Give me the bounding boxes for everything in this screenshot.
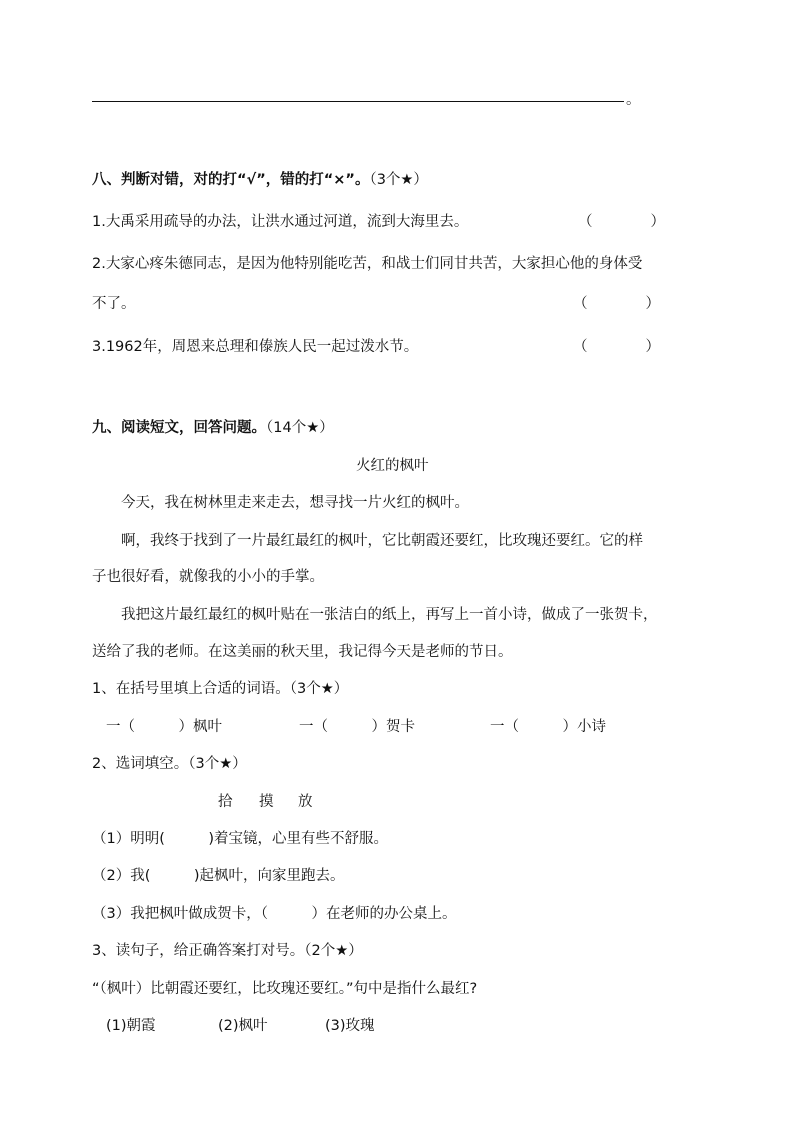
s8-item-1: 1.大禹采用疏导的办法，让洪水通过河道，流到大海里去。 [92, 214, 469, 230]
q3-option-3[interactable]: (3)玫瑰 [325, 1018, 375, 1034]
answer-line-end-mark: 。 [626, 92, 641, 108]
q2-item-3[interactable]: （3）我把枫叶做成贺卡，（ ）在老师的办公桌上。 [92, 906, 457, 922]
section-8-note: （3个★） [369, 172, 428, 188]
section-9-title: 九、阅读短文，回答问题。 [92, 420, 266, 436]
s8-item-3: 3.1962年，周恩来总理和傣族人民一起过泼水节。 [92, 339, 419, 355]
s8-item-2-answer[interactable]: （ ） [573, 296, 660, 312]
q3-sentence: “（枫叶）比朝霞还要红，比玫瑰还要红。”句中是指什么最红? [92, 981, 478, 997]
q2-choice-1: 拾 [218, 794, 233, 810]
section-8-title: 八、判断对错，对的打“√”，错的打“×”。 [92, 172, 370, 188]
s8-item-2-line1: 2.大家心疼朱德同志，是因为他特别能吃苦，和战士们同甘共苦，大家担心他的身体受 [92, 256, 643, 272]
q2-choice-2: 摸 [259, 794, 274, 810]
passage-paragraph-1: 今天，我在树林里走来走去，想寻找一片火红的枫叶。 [121, 495, 469, 511]
passage-paragraph-2-line1: 啊，我终于找到了一片最红最红的枫叶，它比朝霞还要红，比玫瑰还要红。它的样 [121, 533, 643, 549]
passage-paragraph-2-line2: 子也很好看，就像我的小小的手掌。 [92, 569, 324, 585]
q1-blank-3[interactable]: 一（ ）小诗 [490, 719, 606, 735]
q3-title: 3、读句子，给正确答案打对号。（2个★） [92, 943, 363, 959]
passage-title: 火红的枫叶 [356, 458, 429, 474]
answer-line [92, 101, 624, 102]
section-9-heading [92, 418, 334, 438]
section-8-heading [92, 170, 428, 190]
s8-item-1-answer[interactable]: （ ） [578, 214, 665, 230]
q3-option-2[interactable]: (2)枫叶 [218, 1018, 268, 1034]
q2-item-1[interactable]: （1）明明( )着宝镜，心里有些不舒服。 [92, 831, 389, 847]
passage-paragraph-3-line2: 送给了我的老师。在这美丽的秋天里，我记得今天是老师的节日。 [92, 644, 513, 660]
q1-title: 1、在括号里填上合适的词语。（3个★） [92, 681, 349, 697]
section-9-note: （14个★） [266, 420, 334, 436]
q1-blank-2[interactable]: 一（ ）贺卡 [299, 719, 415, 735]
q2-choice-3: 放 [298, 794, 313, 810]
s8-item-2-line2: 不了。 [92, 296, 136, 312]
q2-item-2[interactable]: （2）我( )起枫叶，向家里跑去。 [92, 868, 345, 884]
q1-blank-1[interactable]: 一（ ）枫叶 [106, 719, 222, 735]
q2-title: 2、选词填空。（3个★） [92, 756, 247, 772]
passage-paragraph-3-line1: 我把这片最红最红的枫叶贴在一张洁白的纸上，再写上一首小诗，做成了一张贺卡， [121, 607, 658, 623]
s8-item-3-answer[interactable]: （ ） [573, 339, 660, 355]
q3-option-1[interactable]: (1)朝霞 [106, 1018, 156, 1034]
